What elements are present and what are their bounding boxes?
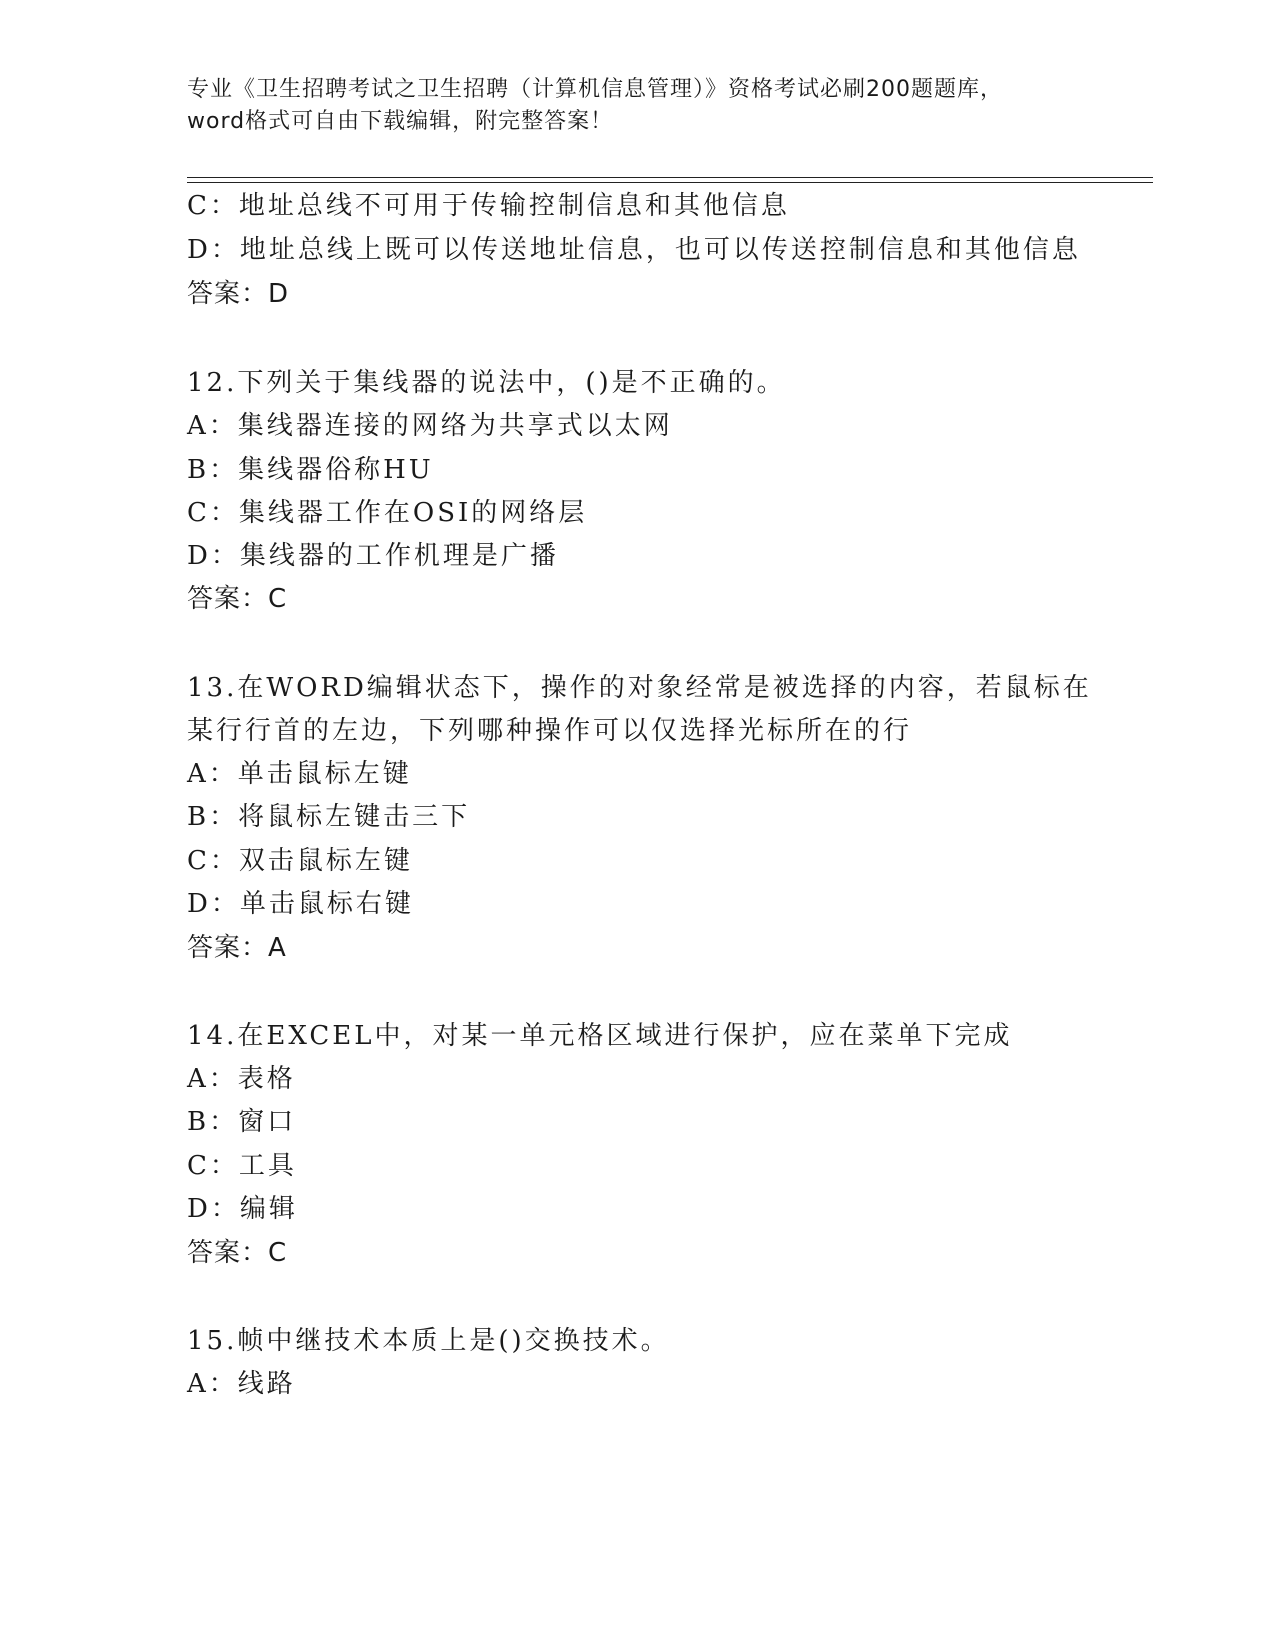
q12-option-d: D：集线器的工作机理是广播 [187, 541, 559, 571]
q13-option-d: D：单击鼠标右键 [187, 889, 414, 919]
q15-option-a: A：线路 [187, 1369, 296, 1399]
q13-option-c: C：双击鼠标左键 [187, 846, 413, 876]
header-divider-bottom [187, 182, 1153, 183]
q12-answer: 答案：C [187, 584, 288, 614]
header-line-1: 专业《卫生招聘考试之卫生招聘（计算机信息管理）》资格考试必刷200题题库， [187, 77, 1003, 102]
header-divider-top [187, 177, 1153, 178]
q13-option-b: B：将鼠标左键击三下 [187, 802, 471, 832]
document-header [187, 74, 1087, 138]
q14-option-d: D：编辑 [187, 1194, 298, 1224]
q13-answer: 答案：A [187, 933, 287, 963]
q12-stem: 12.下列关于集线器的说法中，()是不正确的。 [187, 368, 786, 398]
q15-stem: 15.帧中继技术本质上是()交换技术。 [187, 1326, 670, 1356]
q14-answer: 答案：C [187, 1238, 288, 1268]
q14-option-b: B：窗口 [187, 1107, 297, 1137]
q11-option-c: C：地址总线不可用于传输控制信息和其他信息 [187, 191, 790, 221]
q13-option-a: A：单击鼠标左键 [187, 759, 412, 789]
q13-stem-line-2: 某行行首的左边，下列哪种操作可以仅选择光标所在的行 [187, 716, 913, 746]
q12-option-b: B：集线器俗称HU [187, 455, 434, 485]
q12-option-a: A：集线器连接的网络为共享式以太网 [187, 411, 673, 441]
q13-stem-line-1: 13.在WORD编辑状态下，操作的对象经常是被选择的内容，若鼠标在 [187, 673, 1092, 703]
q12-option-c: C：集线器工作在OSI的网络层 [187, 498, 588, 528]
q11-answer: 答案：D [187, 279, 290, 309]
q11-option-d: D：地址总线上既可以传送地址信息，也可以传送控制信息和其他信息 [187, 235, 1081, 265]
q14-option-a: A：表格 [187, 1064, 296, 1094]
header-line-2: word格式可自由下载编辑，附完整答案！ [187, 109, 614, 134]
q14-stem: 14.在EXCEL中，对某一单元格区域进行保护，应在菜单下完成 [187, 1021, 1013, 1051]
q14-option-c: C：工具 [187, 1151, 297, 1181]
